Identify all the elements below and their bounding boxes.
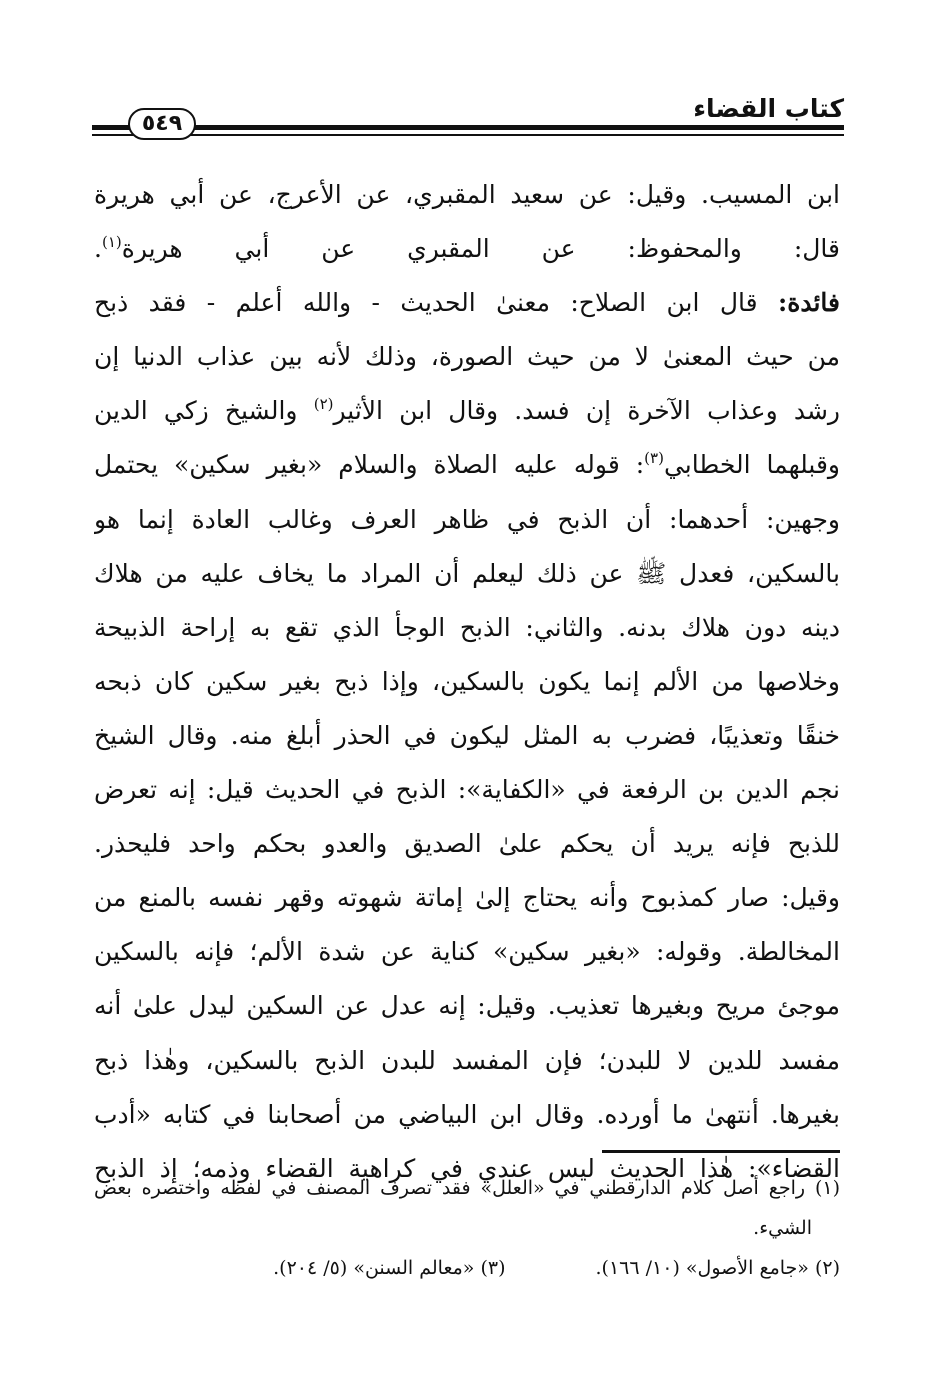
- footnote-ref: (٣): [644, 449, 664, 468]
- text-line: وقبلهما الخطابي$^{(٣)}$: قوله عليه الصلاة والسلام «بغير سكين» يحتمل: [94, 449, 840, 480]
- text-line: نجم الدين بن الرفعة في «الكفاية»: الذبح في الحديث قيل: إنه تعرض: [94, 775, 840, 805]
- body-text: [94, 168, 840, 1196]
- text-line: للذبح فإنه يريد أن يحكم علىٰ الصديق والعدو بحكم واحد فليحذر.: [94, 829, 840, 859]
- text-line: موجئ مريح وبغيرها تعذيب. وقيل: إنه عدل عن السكين ليدل علىٰ أنه: [94, 991, 840, 1021]
- footnote-3: (٣) «معالم السنن» (٥/ ٢٠٤).: [273, 1257, 506, 1279]
- text-line: وجهين: أحدهما: أن الذبح في ظاهر العرف وغالب العادة إنما هو: [94, 504, 840, 534]
- text-line: وقيل: صار كمذبوح وأنه يحتاج إلىٰ إماتة شهوته وقهر نفسه بالمنع من: [94, 883, 840, 913]
- footnote-ref: (١): [101, 233, 122, 252]
- footnotes: [94, 1168, 840, 1288]
- footnote-2: (٢) «جامع الأصول» (١٠/ ١٦٦).: [595, 1257, 840, 1279]
- text-line: رشد وعذاب الآخرة إن فسد. وقال ابن الأثير$^{(٢)}$ والشيخ زكي الدين: [94, 395, 840, 426]
- page-header: [92, 86, 844, 146]
- header-rule-thin: [92, 134, 844, 136]
- note-lead: فائدة:: [778, 288, 840, 318]
- text-line: وخلاصها من الألم إنما يكون بالسكين، وإذا ذبح بغير سكين كان ذبحه: [94, 666, 840, 696]
- footnote-1-continued: الشيء.: [753, 1217, 812, 1239]
- text-line: من حيث المعنىٰ لا من حيث الصورة، وذلك لأنه بين عذاب الدنيا إن: [94, 342, 840, 372]
- text-line: المخالطة. وقوله: «بغير سكين» كناية عن شدة الألم؛ فإنه بالسكين: [94, 937, 840, 967]
- text-line: خنقًا وتعذيبًا، فضرب به المثل ليكون في الحذر أبلغ منه. وقال الشيخ: [94, 720, 840, 750]
- footnote-ref: (٢): [313, 395, 334, 414]
- text-line: دينه دون هلاك بدنه. والثاني: الذبح الوجأ الذي تقع به إراحة الذبيحة: [94, 612, 840, 642]
- text-line: مفسد للدين لا للبدن؛ فإن المفسد للبدن الذبح بالسكين، وهٰذا ذبح: [94, 1045, 840, 1075]
- running-title: كتاب القضاء: [693, 94, 844, 123]
- footnote-row: [94, 1248, 840, 1288]
- footnote-separator: [602, 1150, 840, 1153]
- text-line: ابن المسيب. وقيل: عن سعيد المقبري، عن الأعرج، عن أبي هريرة: [94, 180, 840, 209]
- text-line: بغيرها. أنتهىٰ ما أورده. وقال ابن البياضي من أصحابنا في كتابه «أدب: [94, 1099, 840, 1129]
- text-line: قال: والمحفوظ: عن المقبري عن أبي هريرة$^{(١)}$.: [94, 233, 840, 264]
- footnote-1: (١) راجع أصل كلام الدارقطني في «العلل» فقد تصرف المصنف في لفظه واختصره بعض: [94, 1177, 840, 1199]
- text-line: القضاء»: هٰذا الحديث ليس عندي في كراهية القضاء وذمه؛ إذ الذبح: [94, 1153, 840, 1183]
- text-line: فائدة: قال ابن الصلاح: معنىٰ الحديث - والله أعلم - فقد ذبح: [94, 288, 840, 318]
- header-rule-thick: [92, 125, 844, 130]
- text-line: بالسكين، فعدل ﷺ عن ذلك ليعلم أن المراد ما يخاف عليه من هلاك: [94, 558, 840, 588]
- page-number-frame: [128, 108, 196, 140]
- page-number: ٥٤٩: [141, 111, 183, 136]
